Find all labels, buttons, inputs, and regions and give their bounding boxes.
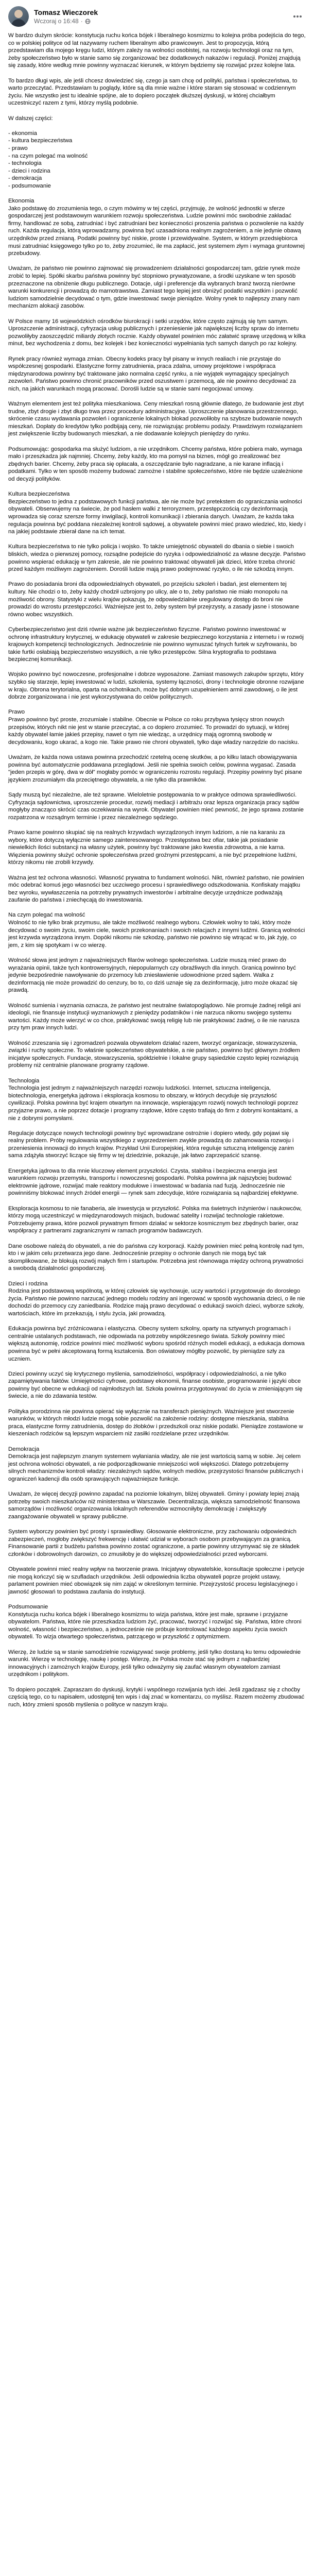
post-paragraph: Wolność zrzeszania się i zgromadzeń pozwala obywatelom działać razem, tworzyć organizacje, stowarzyszenia, związki i ruchy społeczne. To właśnie społeczeństwo obywatelskie, a nie państwo, powinno być głównym źródłem inicjatyw społecznych. Fundacje, stowarzyszenia, spółdzielnie i lokalne grupy sąsiedzkie często lepiej rozwiązują problemy niż centralnie planowane programy rządowe. bbox=[8, 1040, 300, 1069]
topic-list-item: - prawo bbox=[8, 145, 28, 151]
post-paragraph: Jako podstawę do zrozumienia tego, o czym mówimy w tej części, przyjmuję, że wolność jednostki w sferze gospodarczej jest podstawowym warunkiem rozwoju społeczeństwa. Ludzie powinni móc swobodnie zakładać firmy, handlować ze sobą, zatrudniać i być zatrudniani bez konieczności proszenia państwa o pozwolenie na każdy ruch. Każda regulacja, którą wprowadzamy, powinna być uzasadniona realnym zagrożeniem, a nie jedynie obawą urzędników przed zmianą. Podatki powinny być niskie, proste i przewidywalne. System, w którym przedsiębiorca musi zatrudniać księgowego tylko po to, żeby zrozumieć, ile ma zapłacić, jest systemem złym i wymaga gruntownej przebudowy. bbox=[8, 205, 305, 257]
topic-list-item: - ekonomia bbox=[8, 130, 37, 137]
post-paragraph: Dzieci powinny uczyć się krytycznego myślenia, samodzielności, współpracy i odpowiedzialności, a nie tylko zapamiętywania faktów. Umiejętności cyfrowe, podstawy ekonomii, finanse osobiste, programowanie i języki obce powinny być obecne w edukacji od najmłodszych lat. Szkoła powinna przygotowywać do życia w zmieniającym się świecie, a nie do zdawania testów. bbox=[8, 1370, 303, 1400]
section-heading: Dzieci i rodzina bbox=[8, 1280, 48, 1287]
post-paragraph: Demokracja jest najlepszym znanym systemem wyłaniania władzy, ale nie jest wartością samą w sobie. Jej celem jest ochrona wolności obywateli, a nie podporządkowanie mniejszości woli większości. Dlatego potrzebujemy silnych mechanizmów kontroli władzy: niezależnych sądów, wolnych mediów, przejrzystości finansów publicznych i ograniczeń kadencji dla osób sprawujących najważniejsze funkcje. bbox=[8, 1453, 303, 1482]
ellipsis-icon-glyph bbox=[292, 11, 303, 22]
globe-icon bbox=[85, 19, 91, 24]
post-paragraph: W Polsce mamy 16 wojewódzkich ośrodków biurokracji i setki urzędów, które często zajmują się tym samym. Uproszczenie administracji, cyfryzacja usług publicznych i przeniesienie jak największej liczby spraw do internetu pozwoliłyby zaoszczędzić miliardy złotych rocznie. Każdy obywatel powinien móc załatwić sprawę urzędową w kilka minut, bez wychodzenia z domu, bez kolejek i bez konieczności wypełniania tych samych danych po raz kolejny. bbox=[8, 318, 306, 347]
post-paragraph: Wolność to nie tylko brak przymusu, ale także możliwość realnego wyboru. Człowiek wolny to taki, który może decydować o swoim życiu, swoim ciele, swoich przekonaniach i swoich relacjach z innymi ludźmi. Granicą wolności jest krzywda wyrządzona innym. Dopóki nikomu nie szkodzę, państwo nie powinno się wtrącać w to, jak żyję, co jem, z kim się spotykam i w co wierzę. bbox=[8, 920, 305, 948]
post-paragraph: Prawo powinno być proste, zrozumiałe i stabilne. Obecnie w Polsce co roku przybywa tysięcy stron nowych przepisów, których nikt nie jest w stanie przeczytać, a co dopiero zrozumieć. To prowadzi do sytuacji, w której każdy obywatel łamie jakieś przepisy, nawet o tym nie wiedząc, a urzędnicy mają ogromną swobodę w decydowaniu, kogo ukarać, a kogo nie. Takie prawo nie chroni obywateli, tylko daje władzy narzędzie do nacisku. bbox=[8, 717, 299, 745]
author-name[interactable]: Tomasz Wieczorek bbox=[34, 8, 98, 16]
post-paragraph: Wolność sumienia i wyznania oznacza, że państwo jest neutralne światopoglądowo. Nie promuje żadnej religii ani ideologii, nie finansuje instytucji wyznaniowych z pieniędzy podatników i nie narzuca nikomu swojego systemu wartości. Każdy może wierzyć w co chce, praktykować swoją religię lub nie praktykować żadnej, o ile nie narusza przy tym praw innych ludzi. bbox=[8, 1002, 301, 1031]
post-paragraph: W dalszej części: bbox=[8, 115, 53, 122]
post-paragraph: Eksploracja kosmosu to nie fanaberia, ale inwestycja w przyszłość. Polska ma świetnych inżynierów i naukowców, którzy mogą uczestniczyć w międzynarodowych misjach, budować satelity i rozwijać technologie rakietowe. Potrzebujemy prawa, które pozwoli prywatnym firmom działać w sektorze kosmicznym bez zbędnych barier, oraz współpracy z partnerami zagranicznymi w ramach programów badawczych. bbox=[8, 1205, 302, 1234]
post-paragraph: Uważam, że każda nowa ustawa powinna przechodzić rzetelną ocenę skutków, a po kilku latach obowiązywania powinna być automatycznie poddawana przeglądowi. Jeśli nie spełnia swoich celów, powinna wygasać. Zasada "jeden przepis w górę, dwa w dół" mogłaby pomóc w ograniczeniu rozrostu regulacji. Przepisy powinny być pisane językiem zrozumiałym dla przeciętnego obywatela, a nie tylko dla prawników. bbox=[8, 754, 302, 783]
post-subline bbox=[34, 17, 289, 25]
post-paragraph: Kultura bezpieczeństwa to nie tylko policja i wojsko. To także umiejętność obywateli do dbania o siebie i swoich bliskich, wiedza o pierwszej pomocy, rozsądne podejście do ryzyka i odpowiedzialność za własne decyzje. Państwo powinno wspierać edukację w tym zakresie, ale nie powinno traktować obywateli jak dzieci, które trzeba chronić przed każdym możliwym zagrożeniem. Dorośli ludzie mają prawo podejmować ryzyko, o ile nie szkodzą innym. bbox=[8, 544, 306, 573]
post-paragraph: Ważna jest też ochrona własności. Własność prywatna to fundament wolności. Nikt, również państwo, nie powinien móc odebrać komuś jego własności bez uczciwego procesu i sprawiedliwego odszkodowania. Konfiskaty majątku bez wyroku, wywłaszczenia na potrzeby prywatnych inwestorów i arbitralne decyzje urzędnicze podważają zaufanie do państwa i zniechęcają do inwestowania. bbox=[8, 874, 304, 904]
topic-list-item: - podsumowanie bbox=[8, 182, 51, 189]
post-paragraph: Rodzina jest podstawową wspólnotą, w której człowiek się wychowuje, uczy wartości i przygotowuje do dorosłego życia. Państwo nie powinno narzucać jednego modelu rodziny ani ingerować w sposób wychowania dzieci, o ile nie dochodzi do przemocy czy zaniedbania. Rodzice mają prawo decydować o edukacji swoich dzieci, wyborze szkoły, wartościach, które im przekazują, i stylu życia, jaki prowadzą. bbox=[8, 1288, 305, 1317]
post-paragraph: Energetyka jądrowa to dla mnie kluczowy element przyszłości. Czysta, stabilna i bezpieczna energia jest warunkiem rozwoju przemysłu, transportu i nowoczesnej gospodarki. Polska powinna jak najszybciej budować elektrownie jądrowe, rozwijać małe reaktory modułowe i inwestować w badania nad fuzją. Jednocześnie nie powinniśmy blokować innych źródeł energii — rynek sam zdecyduje, które rozwiązania są najbardziej efektywne. bbox=[8, 1167, 299, 1197]
avatar-head bbox=[14, 10, 23, 18]
post-timestamp[interactable]: Wczoraj o 16:48 bbox=[34, 18, 79, 25]
post-paragraph: Obywatele powinni mieć realny wpływ na tworzenie prawa. Inicjatywy obywatelskie, konsultacje społeczne i petycje nie mogą kończyć się w szufladach urzędników. Jeśli odpowiednia liczba obywateli poprze projekt ustawy, parlament powinien mieć obowiązek się nim zająć w określonym terminie. Przejrzystość procesu legislacyjnego i jawność głosowań to podstawa zaufania do instytucji. bbox=[8, 1566, 305, 1595]
topic-list-item: - demokracja bbox=[8, 175, 42, 182]
post-paragraph: Uważam, że państwo nie powinno zajmować się prowadzeniem działalności gospodarczej tam, gdzie rynek może zrobić to lepiej. Spółki skarbu państwa powinny być stopniowo prywatyzowane, a środki uzyskane w ten sposób przeznaczone na obniżenie długu publicznego. Dotacje, ulgi i preferencje dla wybranych branż tworzą nierówne warunki konkurencji i prowadzą do marnotrawstwa. Zamiast tego lepiej jest obniżyć podatki wszystkim i pozwolić ludziom samodzielnie decydować o tym, gdzie inwestować swoje pieniądze. Wolny rynek to najlepszy znany nam mechanizm alokacji zasobów. bbox=[8, 265, 301, 310]
post-paragraph: Prawo do posiadania broni dla odpowiedzialnych obywateli, po przejściu szkoleń i badań, jest elementem tej kultury. Nie chodzi o to, żeby każdy chodził uzbrojony po ulicy, ale o to, żeby państwo nie miało monopolu na możliwość obrony. Statystyki z wielu krajów pokazują, że odpowiedzialnie uregulowany dostęp do broni nie prowadzi do wzrostu przestępczości. Ważniejsze jest to, żeby system był przejrzysty, a zasady jasne i stosowane równo wobec wszystkich. bbox=[8, 581, 300, 618]
post-paragraph: Wierzę, że ludzie są w stanie samodzielnie rozwiązywać swoje problemy, jeśli tylko dostaną ku temu odpowiednie warunki. Wierzę w technologię, naukę i postęp. Wierzę, że Polska może stać się jednym z najbardziej innowacyjnych i zamożnych krajów Europy, jeśli tylko odważymy się zaufać własnym obywatelom zamiast urzędnikom i politykom. bbox=[8, 1649, 301, 1678]
post-paragraph: To bardzo długi wpis, ale jeśli chcesz dowiedzieć się, czego ja sam chcę od polityki, państwa i społeczeństwa, to warto przeczytać. Przedstawiam tu poglądy, które są dla mnie ważne i które staram się stosować w codziennym życiu. Nie wszystko jest tu idealnie spójne, ale to dopiero początek dłuższej dyskusji, w której chciałbym uczestniczyć razem z tymi, którzy myślą podobnie. bbox=[8, 77, 298, 107]
topic-list-item: - dzieci i rodzina bbox=[8, 167, 50, 174]
avatar-torso bbox=[11, 19, 26, 27]
section-heading: Demokracja bbox=[8, 1446, 40, 1452]
section-heading: Na czym polegać ma wolność bbox=[8, 912, 85, 919]
post-paragraph: To dopiero początek. Zapraszam do dyskusji, krytyki i wspólnego rozwijania tych idei. Jeśli zgadzasz się z choćby częścią tego, co tu napisałem, udostępnij ten wpis i daj znać w komentarzu, co myślisz. Razem możemy zbudować ruch, który zmieni sposób myślenia o polityce w naszym kraju. bbox=[8, 1686, 305, 1708]
post-paragraph: Cyberbezpieczeństwo jest dziś równie ważne jak bezpieczeństwo fizyczne. Państwo powinno inwestować w ochronę infrastruktury krytycznej, w edukację obywateli w zakresie bezpiecznego korzystania z internetu i w rozwój krajowych kompetencji technologicznych. Jednocześnie nie powinno wymuszać tylnych furtek w szyfrowaniu, bo takie furtki osłabiają bezpieczeństwo wszystkich, a nie tylko przestępców. Silna kryptografia to podstawa bezpiecznej komunikacji. bbox=[8, 626, 304, 663]
post-paragraph: Technologia jest jednym z najważniejszych narzędzi rozwoju ludzkości. Internet, sztuczna inteligencja, biotechnologia, energetyka jądrowa i eksploracja kosmosu to obszary, w których decyduje się przyszłość cywilizacji. Polska powinna być krajem otwartym na innowacje, wspierającym rozwój nowych technologii poprzez przyjazne prawo, a nie poprzez dotacje i programy rządowe, które często trafiają do firm z dobrymi kontaktami, a nie z dobrymi pomysłami. bbox=[8, 1085, 299, 1122]
post-paragraph: Edukacja powinna być zróżnicowana i elastyczna. Obecny system szkolny, oparty na sztywnych programach i centralnie ustalanych podstawach, nie odpowiada na potrzeby współczesnego świata. Szkoły powinny mieć większą autonomię, rodzice powinni mieć możliwość wyboru spośród różnych modeli edukacji, a edukacja domowa powinna być w pełni akceptowaną formą kształcenia. Bon oświatowy mógłby pozwolić, by pieniądze szły za uczniem. bbox=[8, 1326, 305, 1362]
post-paragraph: System wyborczy powinien być prosty i sprawiedliwy. Głosowanie elektroniczne, przy zachowaniu odpowiednich zabezpieczeń, mogłoby zwiększyć frekwencję i ułatwić udział w wyborach osobom przebywającym za granicą. Finansowanie partii z budżetu państwa powinno zostać ograniczone, a partie powinny utrzymywać się ze składek członków i dobrowolnych darowizn, co zmusiłoby je do większej odpowiedzialności przed wyborcami. bbox=[8, 1529, 300, 1557]
topic-list bbox=[8, 130, 306, 190]
topic-list-item: - technologia bbox=[8, 160, 42, 167]
post-header bbox=[0, 0, 314, 31]
post-paragraph: Dane osobowe należą do obywateli, a nie do państwa czy korporacji. Każdy powinien mieć pełną kontrolę nad tym, kto i w jakim celu przetwarza jego dane. Jednocześnie przepisy o ochronie danych nie mogą być tak skomplikowane, że blokują rozwój małych firm i startupów. Potrzebna jest równowaga między ochroną prywatności a swobodą działalności gospodarczej. bbox=[8, 1243, 304, 1272]
post-paragraph: Wojsko powinno być nowoczesne, profesjonalne i dobrze wyposażone. Zamiast masowych zakupów sprzętu, który szybko się starzeje, lepiej inwestować w ludzi, szkolenia, systemy łączności, drony i technologie obronne rozwijane w kraju. Obrona terytorialna, oparta na ochotnikach, może być dobrym uzupełnieniem armii zawodowej, o ile jest dobrze zorganizowana i nie jest wykorzystywana do celów politycznych. bbox=[8, 671, 304, 701]
post-paragraph: Ważnym elementem jest też polityka mieszkaniowa. Ceny mieszkań rosną głównie dlatego, że budowanie jest zbyt trudne, zbyt drogie i zbyt długo trwa przez procedury administracyjne. Uproszczenie planowania przestrzennego, skrócenie czasu wydawania pozwoleń i ograniczenie lokalnych blokad pozwoliłoby na szybsze budowanie nowych mieszkań. Dopłaty do kredytów tylko podbijają ceny, nie rozwiązując problemu podaży. Prawdziwym rozwiązaniem jest zwiększenie liczby budowanych mieszkań, a nie dodawanie kolejnych pieniędzy do rynku. bbox=[8, 401, 304, 437]
avatar[interactable] bbox=[8, 6, 29, 27]
post-paragraph: Prawo karne powinno skupiać się na realnych krzywdach wyrządzonych innym ludziom, a nie na karaniu za wybory, które dotyczą wyłącznie samego zainteresowanego. Przestępstwa bez ofiar, takie jak posiadanie niewielkich ilości substancji na własny użytek, powinny być traktowane jako kwestia zdrowotna, a nie karna. Więzienia powinny służyć ochronie społeczeństwa przed groźnymi przestępcami, a nie być przepełnione ludźmi, którzy nikomu nie zrobili krzywdy. bbox=[8, 829, 297, 866]
topic-list-item: - na czym polegać ma wolność bbox=[8, 152, 88, 159]
post-paragraph: Podsumowując: gospodarka ma służyć ludziom, a nie urzędnikom. Chcemy państwa, które pobiera mało, wymaga mało i przeszkadza jak najmniej. Chcemy, żeby każdy, kto ma pomysł na biznes, mógł go zrealizować bez zbędnych barier. Chcemy, żeby praca się opłacała, a oszczędzanie było nagradzane, a nie karane inflacją i podatkami. Tylko w ten sposób możemy budować zamożne i stabilne społeczeństwo, które nie będzie uzależnione od decyzji polityków. bbox=[8, 446, 303, 483]
post-paragraph: Regulacje dotyczące nowych technologii powinny być wprowadzane ostrożnie i dopiero wtedy, gdy pojawi się realny problem. Próby regulowania wszystkiego z wyprzedzeniem zwykle prowadzą do zahamowania rozwoju i przeniesienia innowacji do innych krajów. Przykład Unii Europejskiej, która reguluje sztuczną inteligencję zanim sama zdążyła stworzyć liczące się firmy w tej dziedzinie, pokazuje, jak łatwo zaprzepaścić szansę. bbox=[8, 1130, 294, 1159]
post-paragraph: Uważam, że więcej decyzji powinno zapadać na poziomie lokalnym, bliżej obywateli. Gminy i powiaty lepiej znają potrzeby swoich mieszkańców niż ministerstwa w Warszawie. Decentralizacja, większa samodzielność finansowa samorządów i możliwość organizowania lokalnych referendów wzmocniłyby demokrację i zwiększyły zaangażowanie obywateli w sprawy publiczne. bbox=[8, 1491, 300, 1520]
section-heading: Kultura bezpieczeństwa bbox=[8, 491, 70, 498]
post-paragraph: Rynek pracy również wymaga zmian. Obecny kodeks pracy był pisany w innych realiach i nie przystaje do współczesnej gospodarki. Elastyczne formy zatrudnienia, praca zdalna, umowy projektowe i współpraca międzynarodowa powinny być traktowane jako normalna część rynku, a nie wyjątek wymagający specjalnych zezwoleń. Państwo powinno chronić pracowników przed oszustwem i przemocą, ale nie powinno decydować za nich, na jakich warunkach mogą pracować. Dorośli ludzie są w stanie sami negocjować umowy. bbox=[8, 355, 296, 392]
post-paragraph: Polityka prorodzinna nie powinna opierać się wyłącznie na transferach pieniężnych. Ważniejsze jest stworzenie warunków, w których młodzi ludzie mogą sobie pozwolić na założenie rodziny: dostępne mieszkania, stabilna praca, elastyczne formy zatrudnienia, dostęp do żłobków i przedszkoli oraz niskie podatki. Pieniądze zostawione w kieszeniach rodziców są lepszym wsparciem niż zasiłki rozdzielane przez urzędników. bbox=[8, 1408, 303, 1437]
post-meta bbox=[34, 8, 289, 25]
section-heading: Prawo bbox=[8, 709, 25, 716]
post-paragraph: Sądy muszą być niezależne, ale też sprawne. Wieloletnie postępowania to w praktyce odmowa sprawiedliwości. Cyfryzacja sądownictwa, uproszczenie procedur, rozwój mediacji i arbitrażu oraz lepsza organizacja pracy sądów mogłyby znacząco skrócić czas oczekiwania na wyrok. Obywatel powinien mieć pewność, że jego sprawa zostanie rozpatrzona w rozsądnym terminie i przez niezależnego sędziego. bbox=[8, 791, 304, 821]
ellipsis-icon[interactable] bbox=[289, 8, 306, 25]
section-heading: Technologia bbox=[8, 1077, 40, 1084]
section-heading: Podsumowanie bbox=[8, 1604, 48, 1611]
separator-dot: · bbox=[80, 18, 83, 25]
topic-list-item: - kultura bezpieczeństwa bbox=[8, 138, 73, 144]
section-heading: Ekonomia bbox=[8, 198, 34, 205]
post-paragraph: Wolność słowa jest jednym z najważniejszych filarów wolnego społeczeństwa. Ludzie muszą mieć prawo do wyrażania opinii, także tych kontrowersyjnych, niepopularnych czy obraźliwych dla innych. Granicą powinno być jedynie bezpośrednie nawoływanie do przemocy lub zniesławienie udowodnione przed sądem. Walka z dezinformacją nie może prowadzić do cenzury, bo to, co dziś uznaje się za dezinformację, jutro może okazać się prawdą. bbox=[8, 957, 298, 994]
post-paragraph: Konstytucja ruchu końca bójek i liberalnego kosmizmu to wizja państwa, które jest małe, sprawne i przyjazne obywatelom. Państwa, które nie przeszkadza ludziom żyć, pracować, tworzyć i rozwijać się. Państwa, które chroni wolność, własność i bezpieczeństwo, a jednocześnie nie próbuje kontrolować każdego aspektu życia swoich obywateli. To wizja otwartego społeczeństwa, patrzącego w przyszłość z optymizmem. bbox=[8, 1611, 302, 1640]
post-paragraph: Bezpieczeństwo to jedna z podstawowych funkcji państwa, ale nie może być pretekstem do ograniczania wolności obywateli. Obserwujemy na świecie, że pod hasłem walki z terroryzmem, przestępczością czy dezinformacją wprowadza się coraz szersze formy inwigilacji, kontroli komunikacji i zbierania danych. Uważam, że każda taka regulacja powinna być poddana niezależnej kontroli sądowej, a obywatele powinni mieć prawo wiedzieć, kto, kiedy i na jakiej podstawie zbierał dane na ich temat. bbox=[8, 498, 306, 535]
post-paragraph: W bardzo dużym skrócie: konstytucja ruchu końca bójek i liberalnego kosmizmu to kolejna próba podejścia do tego, co w polskiej polityce od lat nazywamy ruchem liberalnym albo prawicowym. Jest to propozycja, którą przedstawiam dla mojego kręgu ludzi, którym zależy na wolności osobistej, na rozwoju technologii oraz na tym, żeby społeczeństwo było w stanie samo się zorganizować bez dodatkowych nakazów i regulacji. Poniżej znajdują się zasady, które według mnie powinny wyznaczać kierunek, w którym będziemy się rozwijać przez kolejne lata. bbox=[8, 32, 306, 69]
post-body bbox=[0, 31, 314, 1724]
